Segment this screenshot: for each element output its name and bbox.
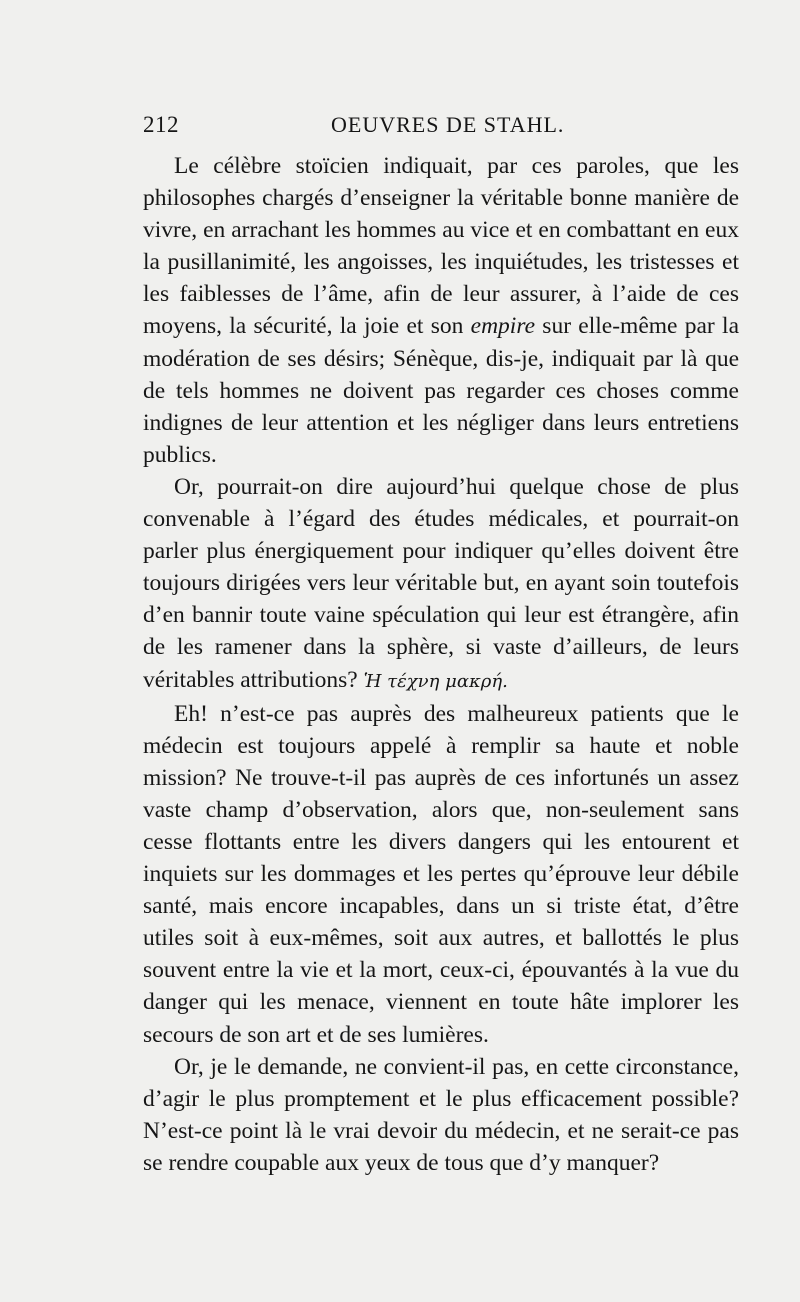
page-header <box>143 112 740 144</box>
paragraph-1-text-b: sur elle-même par la modération de ses désirs; Sénèque, dis-je, indiquait par là que de tels hommes ne doivent pas regarder ces choses comme indignes de leur attention et les négliger dans leurs entretiens publics. <box>143 313 739 468</box>
paragraph-1 <box>143 150 739 471</box>
running-title: OEUVRES DE STAHL. <box>331 112 565 137</box>
paragraph-4-text: Or, je le demande, ne convient-il pas, en cette circonstance, d’agir le plus promptement et le plus efficacement possible? N’est-ce point là le vrai devoir du médecin, et ne serait-ce pas se rendre coupable aux yeux de tous que d’y manquer? <box>143 1053 739 1176</box>
paragraph-1-italic-word: empire <box>470 313 536 340</box>
paragraph-4 <box>143 1051 739 1179</box>
page-number: 212 <box>143 112 179 137</box>
paragraph-2 <box>143 471 739 698</box>
paragraph-3 <box>143 698 739 1051</box>
greek-quotation: Ἡ τέχνη μακρή. <box>363 670 508 692</box>
paragraph-3-text: Eh! n’est-ce pas auprès des malheureux patients que le médecin est toujours appelé à remplir sa haute et noble mission? Ne trouve-t-il pas auprès de ces infortunés un assez vaste champ d’observation, alors que, non-seulement sans cesse flottants entre les divers dangers qui les entourent et inquiets sur les dommages et les pertes qu’éprouve leur débile santé, mais encore incapables, dans un si triste état, d’être utiles soit à eux-mêmes, soit aux autres, et ballottés le plus souvent entre la vie et la mort, ceux-ci, épouvantés à la vue du danger qui les menace, viennent en toute hâte implorer les secours de son art et de ses lumières. <box>143 700 739 1048</box>
paragraph-1-text-a: Le célèbre stoïcien indiquait, par ces paroles, que les philosophes chargés d’enseigner la véritable bonne manière de vivre, en arrachant les hommes au vice et en combattant en eux la pusillanimité, les angoisses, les inquiétudes, les tristesses et les faiblesses de l’âme, afin de leur assurer, à l’aide de ces moyens, la sécurité, la joie et son <box>143 153 739 340</box>
body-text <box>143 150 739 1179</box>
paragraph-2-text: Or, pourrait-on dire aujourd’hui quelque chose de plus convenable à l’égard des études médicales, et pourrait-on parler plus énergiquement pour indiquer qu’elles doivent être toujours dirigées vers leur véritable but, en ayant soin toutefois d’en bannir toute vaine spéculation qui leur est étrangère, afin de les ramener dans la sphère, si vaste d’ailleurs, de leurs véritables attributions? <box>143 473 739 693</box>
